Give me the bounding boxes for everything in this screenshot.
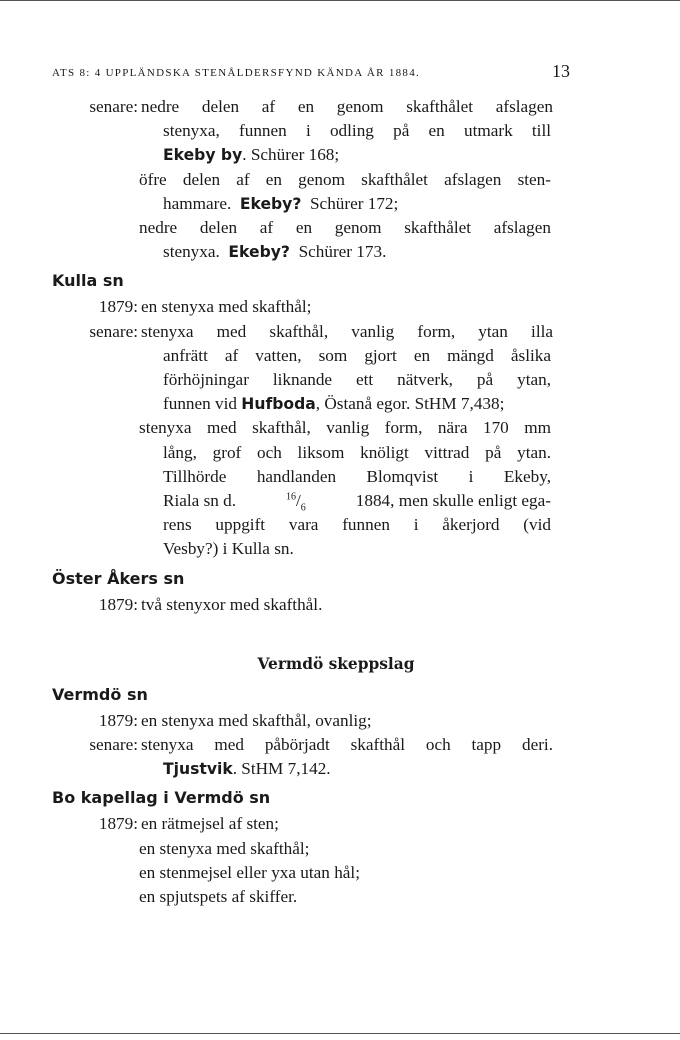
entry-line [52,733,572,757]
entry-line [139,885,572,909]
parish-heading: Kulla sn [52,271,124,291]
entry-line [52,216,572,240]
page-body [52,95,572,909]
entry-line [52,368,572,392]
entry-text: rens uppgift vara funnen i åkerjord (vid [163,515,551,535]
entry-line [52,295,572,319]
date-month: 6 [300,502,306,514]
entry-line [52,593,572,617]
entry-text: nedre delen af en genom skafthålet afslagen [139,217,551,237]
entry-label: senare: [89,734,138,754]
find-place: Hufboda [241,395,316,414]
entry-label: 1879: [98,814,138,834]
entry-text: anfrätt af vatten, som gjort en mängd åslika [163,345,551,365]
hundred-heading: Vermdö skeppslag [257,654,415,673]
entry-line [139,861,572,885]
entry-text: stenyxa med skafthål, vanlig form, ytan illa [141,321,553,341]
entry-text: en stenyxa med skafthål; [141,297,312,317]
parish-heading: Bo kapellag i Vermdö sn [52,788,271,808]
list-item: en spjutspets af skiffer. [139,886,298,906]
list-item: en rätmejsel af sten; [141,814,279,834]
entry-text: en stenyxa med skafthål, ovanlig; [141,710,372,730]
entry-text: lång, grof och liksom knöligt vittrad på ytan. [163,442,551,462]
entry-line [52,416,572,440]
entry-line [163,489,551,513]
running-title: ATS 8: 4 UPPLÄNDSKA STENÅLDERSFYND KÄNDA ÅR 1884. [52,67,421,79]
entry-text: hammare. [163,193,232,213]
running-header [52,61,570,84]
date-day: 16 [286,491,297,503]
find-place: Tjustvik [163,760,233,779]
entry-text: Schürer 173. [298,242,387,262]
entry-text: stenyxa med skafthål, vanlig form, nära 170 mm [139,418,551,438]
date-fraction: $^{16}/_6$ [286,490,306,514]
entry-text: , Östanå egor. StHM 7,438; [315,394,505,414]
entry-text: Tillhörde handlanden Blomqvist i Ekeby, [163,466,551,486]
entry-text: stenyxa med påbörjadt skafthål och tapp deri. [141,734,553,754]
parish-heading: Vermdö sn [52,684,148,704]
entry-label: 1879: [98,297,138,317]
entry-text: stenyxa, funnen i odling på en utmark till [163,121,551,141]
page-number: 13 [552,61,570,81]
entry-text: 1884, men skulle enligt ega- [355,490,551,510]
entry-text: Riala sn d. [163,490,237,510]
entry-line [52,812,572,836]
list-item: en stenmejsel eller yxa utan hål; [139,862,360,882]
entry-line [52,119,572,143]
entry-line [52,344,572,368]
entry-line [52,441,572,465]
entry-text: två stenyxor med skafthål. [141,594,323,614]
entry-label: senare: [89,97,138,116]
entry-line [52,513,572,537]
entry-text: stenyxa. [163,242,220,262]
entry-line [163,392,572,416]
list-item: en stenyxa med skafthål; [139,838,310,858]
entry-line [52,465,572,489]
find-place: Ekeby? [239,194,302,213]
entry-text: förhöjningar liknande ett nätverk, på ytan, [163,369,551,389]
entry-text: Schürer 172; [310,193,399,213]
find-place: Ekeby by [163,146,243,165]
entry-text: . StHM 7,142. [232,759,331,779]
entry-label: senare: [89,321,138,341]
find-place: Ekeby? [228,243,290,262]
parish-heading: Öster Åkers sn [52,568,185,588]
entry-text: Vesby?) i Kulla sn. [163,539,294,559]
entry-text: nedre delen af en genom skafthålet afslagen [141,97,553,116]
entry-text: . Schürer 168; [242,145,340,165]
entry-line [52,168,572,192]
entry-line [163,537,572,561]
entry-line [163,192,572,216]
entry-line [163,143,572,167]
entry-line [163,757,572,781]
entry-line [52,320,572,344]
entry-label: 1879: [98,594,138,614]
entry-line [52,95,572,119]
entry-text: öfre delen af en genom skafthålet afslagen sten- [139,169,551,189]
entry-line [139,837,572,861]
entry-text: funnen vid [163,394,237,414]
entry-label: 1879: [98,710,138,730]
entry-line [52,709,572,733]
entry-line [163,240,572,264]
